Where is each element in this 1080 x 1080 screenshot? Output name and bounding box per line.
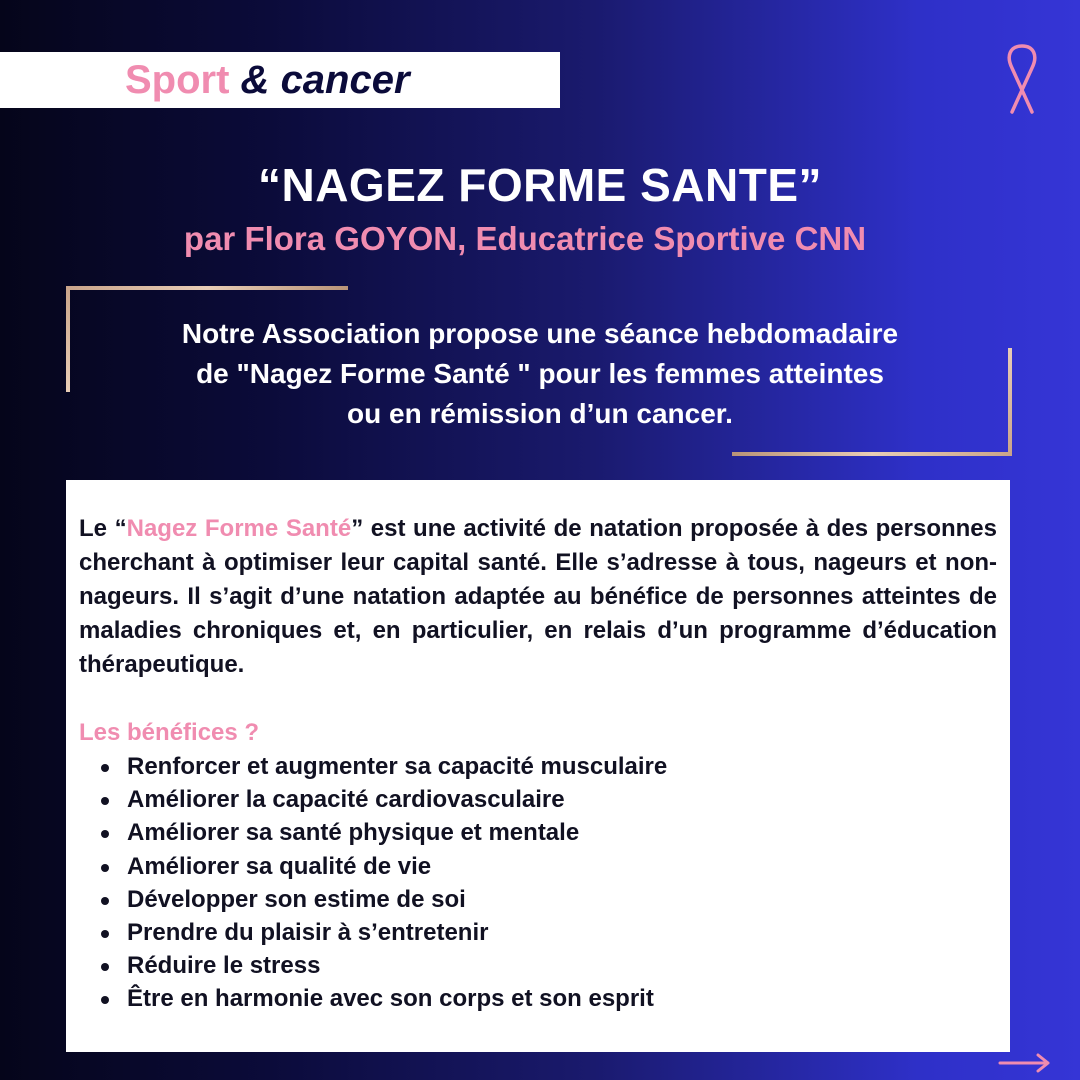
info-card-body <box>79 512 997 1016</box>
description-rest: ” est une activité de natation proposée à des personnes cherchant à optimiser leur capital santé. Elle s’adresse à tous, nageurs et non-nageurs. Il s’agit d’une natation adaptée au bénéfice de personnes atteintes de maladies chroniques et, en particulier, en relais d’un programme d’éducation thérapeutique. <box>79 515 997 678</box>
benefit-item: Améliorer la capacité cardiovasculaire <box>101 783 997 816</box>
frame-corner-top-left-vertical <box>66 286 70 392</box>
intro-line-2: de "Nagez Forme Santé " pour les femmes atteintes <box>196 358 884 389</box>
benefit-item: Être en harmonie avec son corps et son esprit <box>101 982 997 1015</box>
benefit-item: Améliorer sa qualité de vie <box>101 850 997 883</box>
page-subtitle: par Flora GOYON, Educatrice Sportive CNN <box>183 220 867 257</box>
benefits-list <box>79 750 997 1016</box>
frame-corner-bottom-right-vertical <box>1008 348 1012 456</box>
frame-corner-top-left <box>66 286 348 290</box>
benefit-item: Améliorer sa santé physique et mentale <box>101 816 997 849</box>
benefit-item: Renforcer et augmenter sa capacité musculaire <box>101 750 997 783</box>
ribbon-icon <box>994 42 1050 116</box>
intro-line-3: ou en rémission d’un cancer. <box>347 398 733 429</box>
benefit-item: Prendre du plaisir à s’entretenir <box>101 916 997 949</box>
header-banner <box>0 52 560 108</box>
description-paragraph <box>79 512 997 682</box>
description-prefix: Le “ <box>79 515 127 542</box>
frame-corner-bottom-right <box>732 452 1012 456</box>
benefit-item: Développer son estime de soi <box>101 883 997 916</box>
benefit-item: Réduire le stress <box>101 949 997 982</box>
info-card <box>66 480 1010 1052</box>
header-word-sport: Sport <box>125 58 230 102</box>
page-title: “NAGEZ FORME SANTE” <box>257 159 823 211</box>
header-title <box>125 52 410 108</box>
description-highlight: Nagez Forme Santé <box>126 515 352 542</box>
intro-text <box>100 314 980 434</box>
header-connector: & <box>229 58 281 102</box>
arrow-right-icon[interactable] <box>998 1052 1052 1074</box>
header-word-cancer: cancer <box>280 58 410 102</box>
intro-line-1: Notre Association propose une séance hebdomadaire <box>181 318 899 349</box>
benefits-heading: Les bénéfices ? <box>79 719 260 746</box>
